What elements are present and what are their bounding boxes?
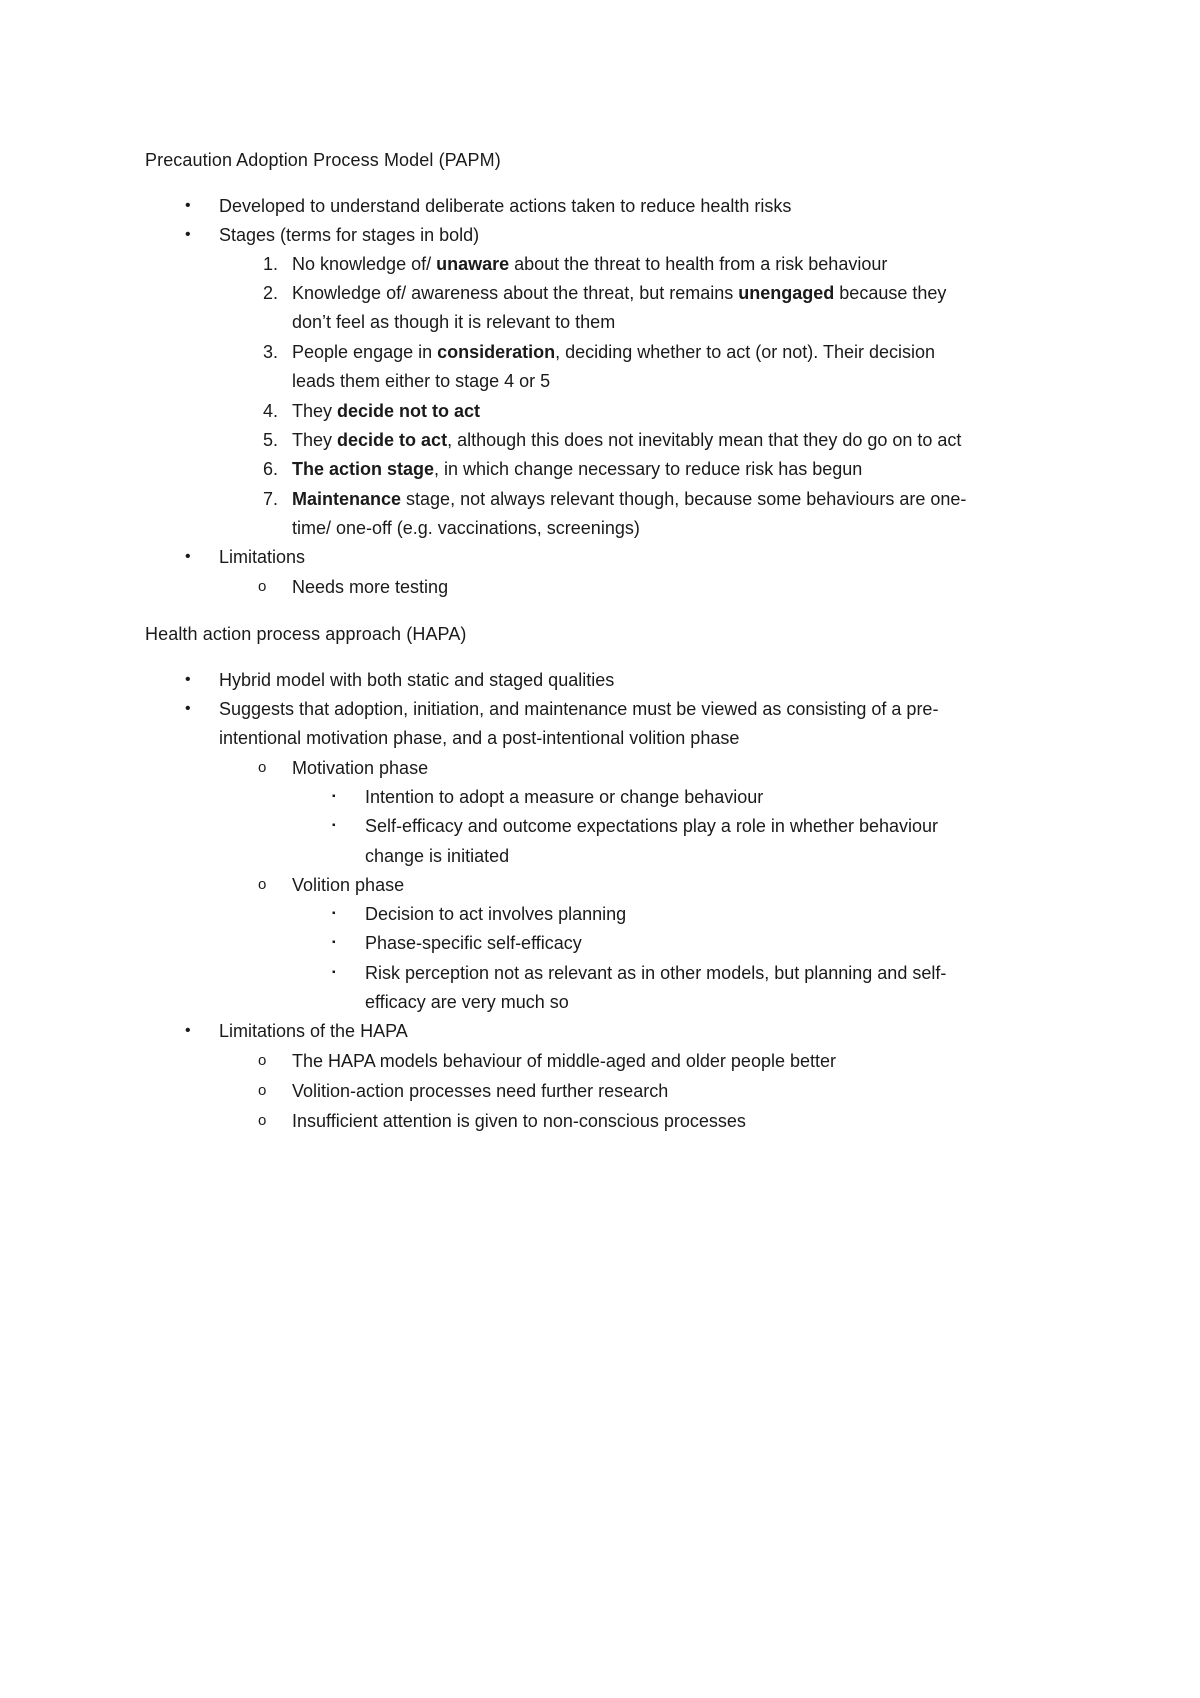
volition-phase-label: Volition phase (292, 875, 405, 895)
square-marker: ▪ (332, 908, 336, 919)
motivation-phase-label: Motivation phase (292, 758, 429, 778)
hapa-limitation-item: Insufficient attention is given to non-conscious processes (292, 1111, 746, 1131)
square-marker: ▪ (332, 791, 336, 802)
hapa-suggests: Suggests that adoption, initiation, and maintenance must be viewed as consisting of a pre- (219, 699, 939, 719)
stage-2-continued: don’t feel as though it is relevant to them (292, 312, 616, 332)
circle-marker: o (258, 759, 267, 776)
stage-3-continued: leads them either to stage 4 or 5 (292, 371, 551, 391)
circle-marker: o (258, 1112, 267, 1129)
hapa-heading: Health action process approach (HAPA) (145, 624, 467, 644)
motivation-item: Self-efficacy and outcome expectations play a role in whether behaviour (365, 816, 939, 836)
hapa-limitation-item: Volition-action processes need further research (292, 1081, 669, 1101)
stage-number: 5. (262, 430, 278, 450)
circle-marker: o (258, 876, 267, 893)
square-marker: ▪ (332, 937, 336, 948)
stage-7: Maintenance stage, not always relevant though, because some behaviours are one- (292, 489, 967, 509)
stage-number: 4. (262, 401, 278, 421)
papm-stages-label: Stages (terms for stages in bold) (219, 225, 480, 245)
motivation-item-continued: change is initiated (365, 846, 510, 866)
stage-number: 6. (262, 459, 278, 479)
stage-1: No knowledge of/ unaware about the threat to health from a risk behaviour (292, 254, 888, 274)
stage-5: They decide to act, although this does not inevitably mean that they do go on to act (292, 430, 962, 450)
bullet-marker: • (185, 197, 191, 214)
stage-number: 2. (262, 283, 278, 303)
square-marker: ▪ (332, 967, 336, 978)
volition-item: Risk perception not as relevant as in other models, but planning and self- (365, 963, 947, 983)
volition-item-continued: efficacy are very much so (365, 992, 569, 1012)
circle-marker: o (258, 1052, 267, 1069)
bullet-marker: • (185, 700, 191, 717)
circle-marker: o (258, 1082, 267, 1099)
hapa-suggests-continued: intentional motivation phase, and a post-intentional volition phase (219, 728, 740, 748)
stage-2: Knowledge of/ awareness about the threat, but remains unengaged because they (292, 283, 947, 303)
volition-item: Decision to act involves planning (365, 904, 627, 924)
stage-7-continued: time/ one-off (e.g. vaccinations, screenings) (292, 518, 640, 538)
hapa-hybrid: Hybrid model with both static and staged qualities (219, 670, 615, 690)
stage-4: They decide not to act (292, 401, 481, 421)
square-marker: ▪ (332, 820, 336, 831)
stage-6: The action stage, in which change necessary to reduce risk has begun (292, 459, 863, 479)
papm-limitation-item: Needs more testing (292, 577, 449, 597)
stage-3: People engage in consideration, deciding whether to act (or not). Their decision (292, 342, 936, 362)
hapa-limitation-item: The HAPA models behaviour of middle-aged and older people better (292, 1051, 837, 1071)
circle-marker: o (258, 578, 267, 595)
bullet-marker: • (185, 548, 191, 565)
papm-limitations-label: Limitations (219, 547, 306, 567)
motivation-item: Intention to adopt a measure or change behaviour (365, 787, 764, 807)
stage-number: 7. (262, 489, 278, 509)
hapa-limitations-label: Limitations of the HAPA (219, 1021, 408, 1041)
stage-number: 1. (262, 254, 278, 274)
papm-developed: Developed to understand deliberate actions taken to reduce health risks (219, 196, 792, 216)
bullet-marker: • (185, 226, 191, 243)
stage-number: 3. (262, 342, 278, 362)
bullet-marker: • (185, 1022, 191, 1039)
bullet-marker: • (185, 671, 191, 688)
volition-item: Phase-specific self-efficacy (365, 933, 582, 953)
papm-heading: Precaution Adoption Process Model (PAPM) (145, 150, 501, 170)
